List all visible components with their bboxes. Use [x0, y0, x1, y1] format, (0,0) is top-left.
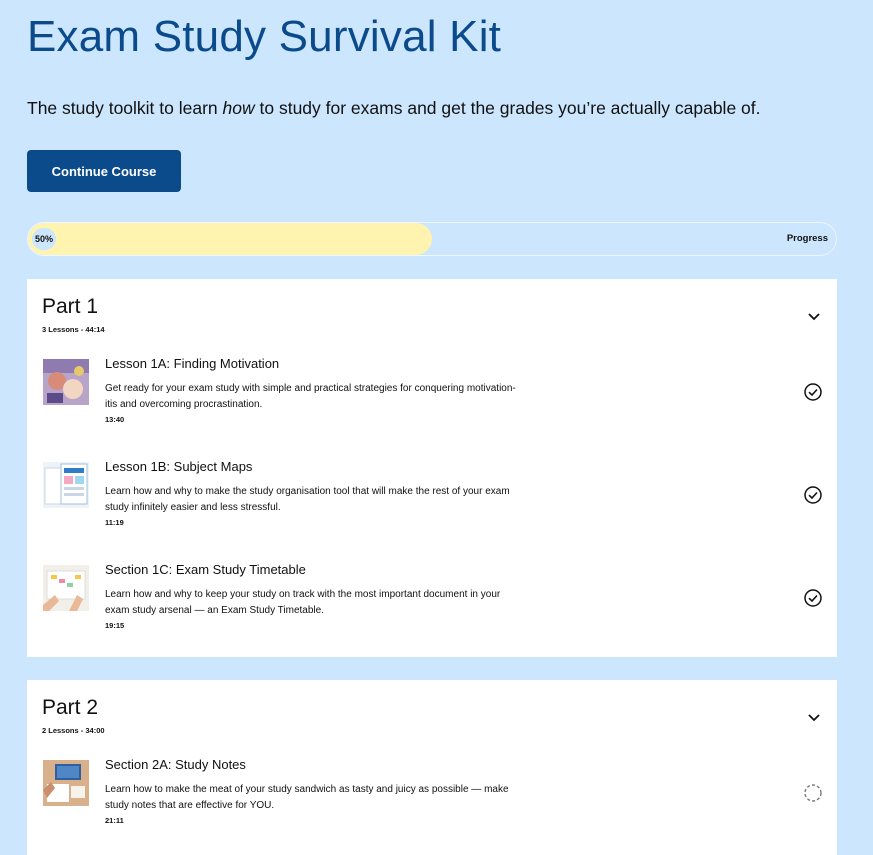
continue-course-button[interactable]: Continue Course — [27, 150, 181, 192]
lesson-item[interactable] — [27, 750, 837, 853]
part-1-section — [27, 279, 837, 657]
lesson-description: Get ready for your exam study with simple and practical strategies for conquering motivation-itis and overcoming procrastination. — [105, 383, 516, 410]
chevron-down-icon[interactable] — [805, 708, 823, 726]
complete-icon — [803, 588, 823, 608]
part-meta: 3 Lessons - 44:14 — [42, 325, 105, 334]
lesson-item[interactable] — [27, 555, 837, 658]
lesson-description: Learn how to make the meat of your study sandwich as tasty and juicy as possible — make study notes that are effective for YOU. — [105, 784, 509, 811]
page-subtitle — [27, 98, 761, 119]
lesson-thumbnail-subject-maps — [43, 462, 89, 508]
lesson-duration: 19:15 — [105, 621, 125, 630]
complete-icon — [803, 485, 823, 505]
lesson-item[interactable] — [27, 452, 837, 555]
complete-icon — [803, 382, 823, 402]
chevron-down-icon[interactable] — [805, 307, 823, 325]
lesson-description: Learn how and why to keep your study on track with the most important document in your exam study arsenal — an Exam Study Timetable. — [105, 589, 501, 616]
lesson-thumbnail-study-notes — [43, 760, 89, 806]
page-title: Exam Study Survival Kit — [27, 12, 502, 61]
progress-label: Progress — [786, 233, 828, 244]
part-1-header[interactable] — [27, 279, 837, 349]
lesson-duration: 21:11 — [105, 816, 124, 825]
lesson-description: Learn how and why to make the study organisation tool that will make the rest of your exam study infinitely easier and less stressful. — [105, 486, 510, 513]
part-meta: 2 Lessons - 34:00 — [42, 726, 105, 735]
part-2-section — [27, 680, 837, 855]
subtitle-post: to study for exams and get the grades you’re actually capable of. — [254, 98, 761, 118]
incomplete-icon — [803, 783, 823, 803]
lesson-duration: 13:40 — [105, 415, 125, 424]
lesson-thumbnail-timetable — [43, 565, 89, 611]
progress-percent: 50% — [32, 228, 56, 250]
lesson-title[interactable]: Lesson 1A: Finding Motivation — [105, 356, 280, 371]
lesson-title[interactable]: Section 1C: Exam Study Timetable — [105, 562, 306, 577]
lesson-title[interactable]: Lesson 1B: Subject Maps — [105, 459, 253, 474]
part-2-header[interactable] — [27, 680, 837, 750]
progress-fill — [28, 223, 432, 255]
lesson-duration: 11:19 — [105, 518, 124, 527]
lesson-title[interactable]: Section 2A: Study Notes — [105, 757, 246, 772]
lesson-thumbnail-motivation — [43, 359, 89, 405]
part-title: Part 1 — [42, 295, 99, 318]
subtitle-pre: The study toolkit to learn — [27, 98, 223, 118]
subtitle-emphasis: how — [222, 98, 255, 118]
part-title: Part 2 — [42, 696, 99, 719]
lesson-item[interactable] — [27, 349, 837, 452]
progress-bar — [27, 222, 837, 256]
